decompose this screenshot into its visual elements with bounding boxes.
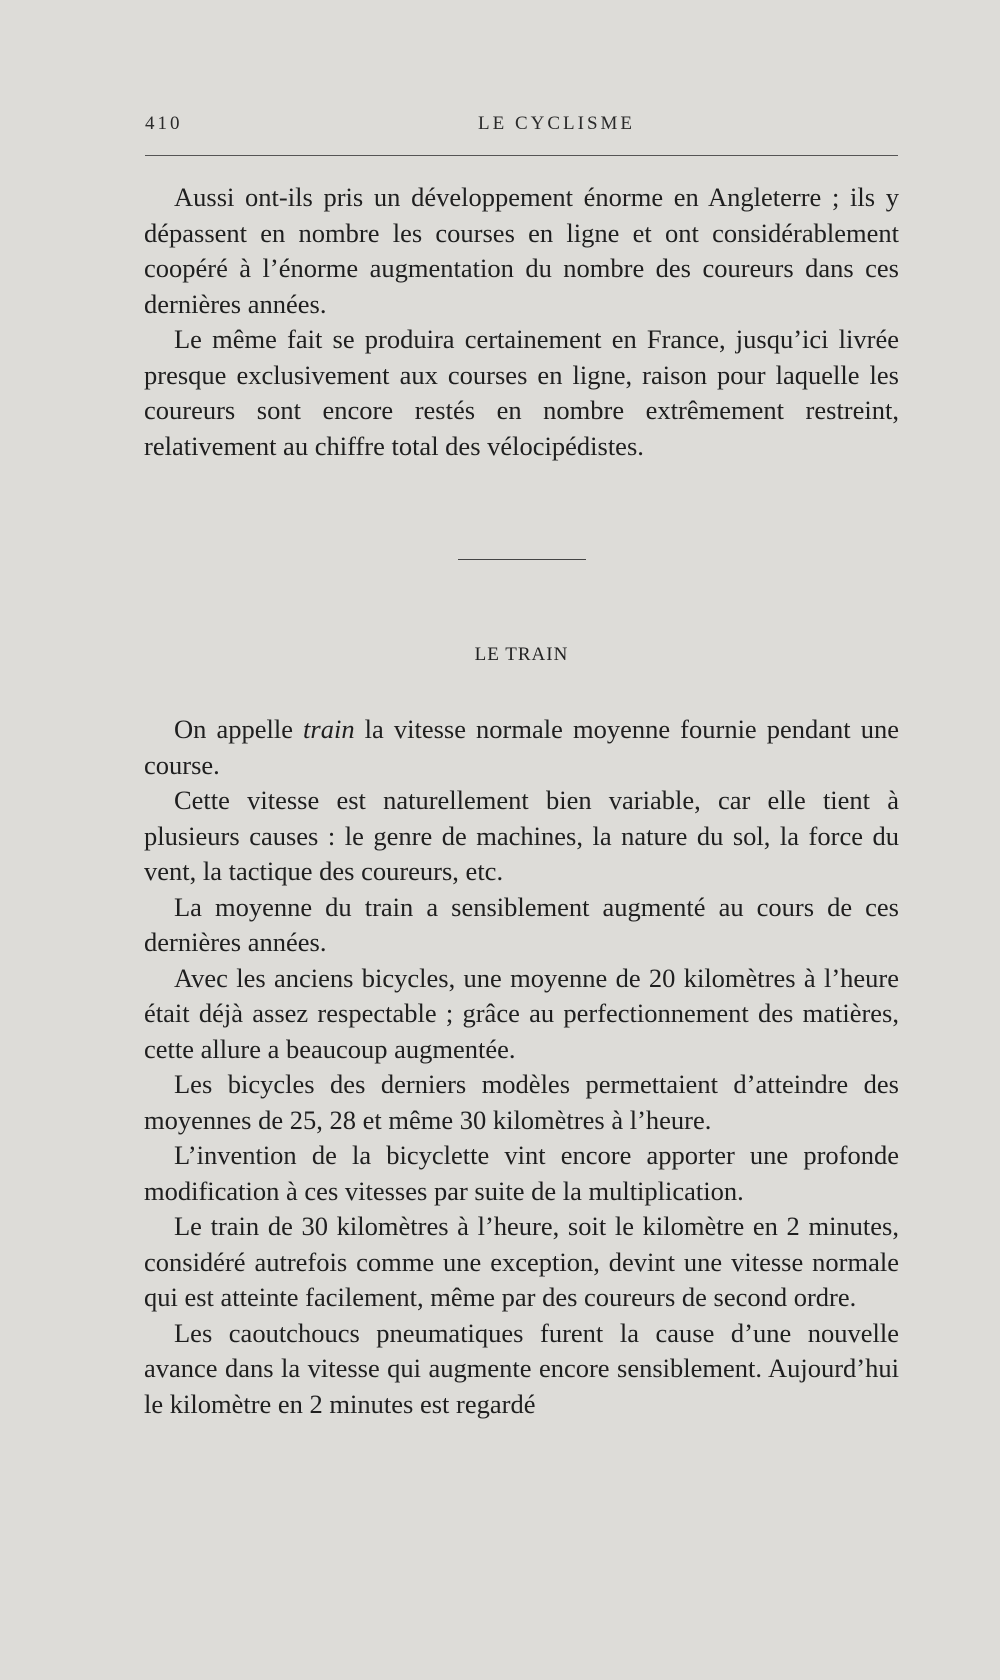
text-block-before-section	[144, 180, 899, 464]
section-divider-rule	[458, 559, 586, 560]
paragraph: Avec les anciens bicycles, une moyenne de 20 kilomètres à l’heure était déjà assez respectable ; grâce au perfectionnement des matières, cette allure a beaucoup augmentée.	[144, 962, 899, 1064]
header-rule	[145, 155, 898, 156]
paragraph-text: On appelle	[174, 714, 304, 744]
paragraph: L’invention de la bicyclette vint encore apporter une profonde modification à ces vitesses par suite de la multiplication.	[144, 1140, 899, 1206]
page-number: 410	[145, 113, 183, 134]
paragraph: Les bicycles des derniers modèles permettaient d’atteindre des moyennes de 25, 28 et même 30 kilomètres à l’heure.	[144, 1069, 899, 1135]
paragraph: Aussi ont-ils pris un développement énorme en Angleterre ; ils y dépassent en nombre les courses en ligne et ont considérablement coopéré à l’énorme augmentation du nombre des coureurs dans ces dernières années.	[144, 182, 899, 319]
text-block-section-body	[144, 712, 899, 1422]
paragraph	[144, 712, 899, 783]
paragraph: La moyenne du train a sensiblement augmenté au cours de ces dernières années.	[144, 891, 899, 957]
running-header	[145, 113, 898, 147]
paragraph: Le même fait se produira certainement en France, jusqu’ici livrée presque exclusivement aux courses en ligne, raison pour laquelle les coureurs sont encore restés en nombre extrêmement restreint, relativement au chiffre total des vélocipédistes.	[144, 324, 899, 461]
paragraph: Les caoutchoucs pneumatiques furent la cause d’une nouvelle avance dans la vitesse qui augmente encore sensiblement. Aujourd’hui le kilomètre en 2 minutes est regardé	[144, 1317, 899, 1419]
paragraph: Le train de 30 kilomètres à l’heure, soit le kilomètre en 2 minutes, considéré autrefois comme une exception, devint une vitesse normale qui est atteinte facilement, même par des coureurs de second ordre.	[144, 1211, 899, 1312]
paragraph: Cette vitesse est naturellement bien variable, car elle tient à plusieurs causes : le genre de machines, la nature du sol, la force du vent, la tactique des coureurs, etc.	[144, 785, 899, 886]
paragraph-text: la vitesse normale moyenne fournie pendant une course.	[144, 714, 899, 780]
section-title: LE TRAIN	[474, 644, 569, 665]
running-title: LE CYCLISME	[477, 113, 636, 134]
italic-term: train	[303, 714, 355, 744]
